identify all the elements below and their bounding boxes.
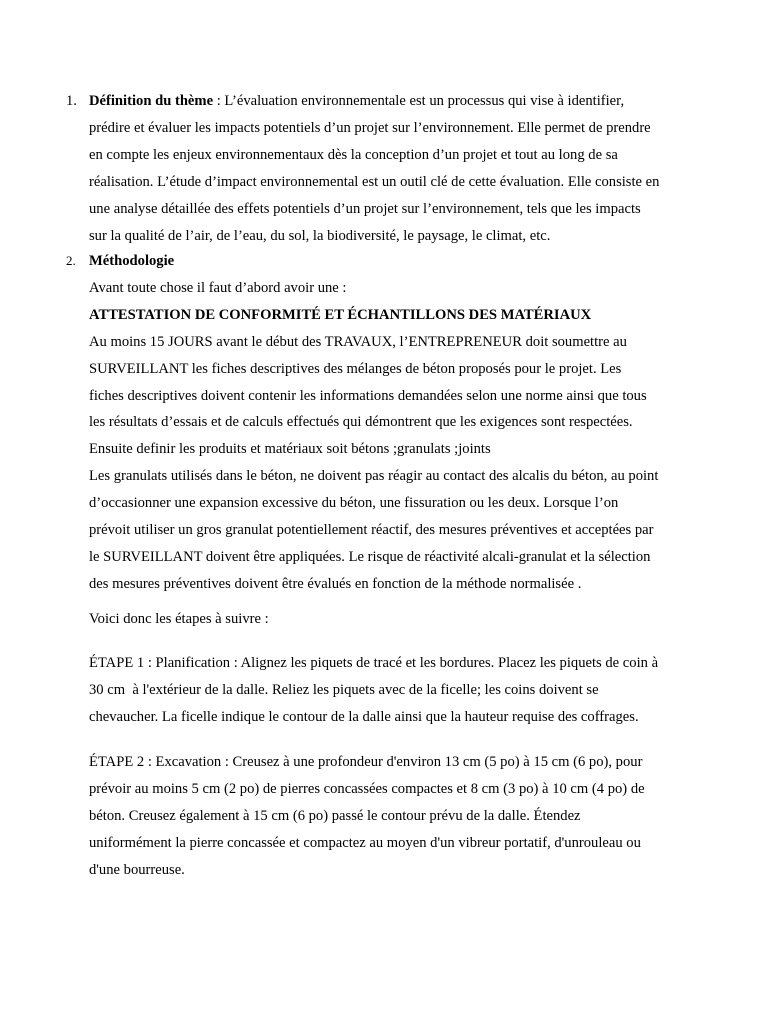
section-heading-definition: Définition du thème — [89, 93, 214, 109]
paragraph-line: Au moins 15 JOURS avant le début des TRAVAUX, l’ENTREPRENEUR doit soumettre au — [89, 333, 627, 350]
paragraph-line: ÉTAPE 2 : Excavation : Creusez à une profondeur d'environ 13 cm (5 po) à 15 cm (6 po), pour — [89, 754, 643, 770]
paragraph-line: Ensuite definir les produits et matériaux soit bétons ;granulats ;joints — [89, 441, 491, 458]
paragraph-line: Les granulats utilisés dans le béton, ne doivent pas réagir au contact des alcalis du béton, au point — [89, 468, 659, 485]
paragraph-line: uniformément la pierre concassée et compactez au moyen d'un vibreur portatif, d'unrouleau ou — [89, 834, 641, 851]
paragraph-line: 30 cm à l'extérieur de la dalle. Reliez les piquets avec de la ficelle; les coins doivent se — [89, 681, 599, 698]
paragraph-line: les résultats d’essais et de calculs effectués qui démontrent que les exigences sont respectées. — [89, 414, 633, 431]
paragraph-line: béton. Creusez également à 15 cm (6 po) passé le contour prévu de la dalle. Étendez — [89, 807, 581, 824]
section-definition — [89, 88, 689, 249]
list-number-1: 1. — [66, 93, 77, 109]
step-2 — [89, 749, 689, 884]
paragraph-line: d’occasionner une expansion excessive du béton, une fissuration ou les deux. Lorsque l’on — [89, 495, 619, 512]
paragraph-line: chevaucher. La ficelle indique le contour de la dalle ainsi que la hauteur requise des coffrages. — [89, 708, 639, 725]
paragraph-line: une analyse détaillée des effets potentiels d’un projet sur l’environnement, tels que les impacts — [89, 200, 641, 217]
paragraph-line — [89, 248, 689, 275]
step-1 — [89, 650, 689, 731]
list-number-2: 2. — [66, 253, 76, 268]
paragraph-line: prévoit utiliser un gros granulat potentiellement réactif, des mesures préventives et acceptées par — [89, 522, 654, 539]
paragraph-line: le SURVEILLANT doivent être appliquées. Le risque de réactivité alcali-granulat et la sélection — [89, 548, 651, 565]
subheading-attestation: ATTESTATION DE CONFORMITÉ ET ÉCHANTILLONS DES MATÉRIAUX — [89, 306, 592, 323]
paragraph-line: prédire et évaluer les impacts potentiels d’un projet sur l’environnement. Elle permet de prendre — [89, 119, 651, 136]
paragraph-text: L’évaluation environnementale est un processus qui vise à identifier, — [224, 93, 625, 109]
paragraph-line — [89, 302, 689, 329]
paragraph-line: des mesures préventives doivent être évalués en fonction de la méthode normalisée . — [89, 575, 582, 592]
intro-text: Avant toute chose il faut d’abord avoir une : — [89, 279, 347, 296]
section-heading-methodologie: Méthodologie — [89, 253, 175, 269]
heading-separator: : — [213, 93, 225, 109]
paragraph-line: Voici donc les étapes à suivre : — [89, 611, 269, 627]
paragraph-line: SURVEILLANT les fiches descriptives des mélanges de béton proposés pour le projet. Les — [89, 360, 622, 377]
section-methodologie — [89, 248, 689, 598]
paragraph-line: ÉTAPE 1 : Planification : Alignez les piquets de tracé et les bordures. Placez les piquets de coin à — [89, 655, 659, 671]
paragraph-line: sur la qualité de l’air, de l’eau, du sol, la biodiversité, le paysage, le climat, etc. — [89, 227, 551, 244]
paragraph-line: prévoir au moins 5 cm (2 po) de pierres concassées compactes et 8 cm (3 po) à 10 cm (4 po) de — [89, 780, 645, 797]
paragraph-line: fiches descriptives doivent contenir les informations demandées selon une norme ainsi que tous — [89, 387, 647, 404]
paragraph-line: d'une bourreuse. — [89, 861, 185, 878]
paragraph-line: en compte les enjeux environnementaux dès la conception d’un projet et tout au long de sa — [89, 146, 618, 163]
paragraph-line: réalisation. L’étude d’impact environnemental est un outil clé de cette évaluation. Elle consiste en — [89, 173, 660, 190]
paragraph-line — [89, 88, 689, 115]
steps-intro — [89, 606, 689, 633]
